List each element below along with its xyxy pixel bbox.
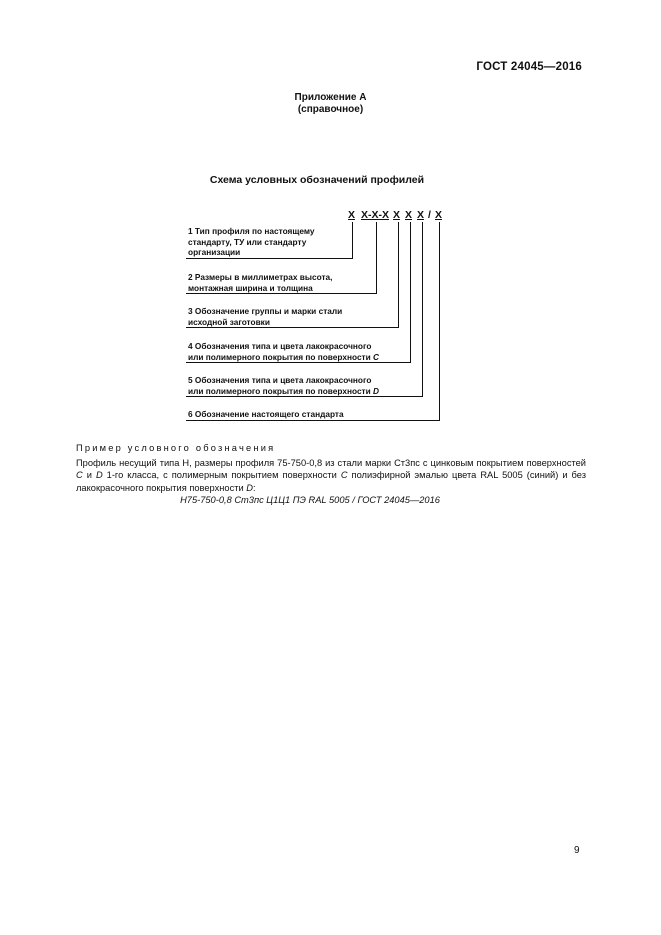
example-text-part-1: Профиль несущий типа Н, размеры профиля 75-750-0,8 из стали марки Ст3пс с цинковым покрытием поверхностей xyxy=(76,458,586,468)
code-segment-5: Х xyxy=(417,209,425,221)
scheme-item-2-line-2: монтажная ширина и толщина xyxy=(188,282,313,293)
scheme-item-5-line-1: 5 Обозначения типа и цвета лакокрасочного xyxy=(188,375,372,385)
connector-2-vertical xyxy=(376,222,377,294)
code-separator: / xyxy=(428,209,431,221)
scheme-item-5-surface-var: D xyxy=(373,385,380,396)
connector-1-vertical xyxy=(352,222,353,259)
page-number: 9 xyxy=(574,845,580,856)
connector-3-vertical xyxy=(398,222,399,328)
scheme-item-6-line-1: 6 Обозначение настоящего стандарта xyxy=(188,409,344,419)
example-heading: Пример условного обозначения xyxy=(76,443,276,453)
code-segment-3: Х xyxy=(393,209,401,221)
scheme-item-4-line-1: 4 Обозначения типа и цвета лакокрасочного xyxy=(188,341,372,351)
scheme-item-6 xyxy=(188,409,344,420)
scheme-item-1-line-1: 1 Тип профиля по настоящему xyxy=(188,226,315,236)
example-var-c2: С xyxy=(340,470,348,481)
scheme-item-4 xyxy=(188,341,379,362)
connector-5-vertical xyxy=(422,222,423,397)
example-text-part-4: полиэфирной эмалью цвета RAL 5005 (синий) и без лакокрасочного покрытия поверхности xyxy=(76,470,586,493)
appendix-subtitle: (справочное) xyxy=(297,104,364,115)
connector-6-horizontal xyxy=(186,420,440,421)
example-text-part-3: 1-го класса, с полимерным покрытием поверхности xyxy=(102,470,341,481)
scheme-item-2-line-1: 2 Размеры в миллиметрах высота, xyxy=(188,272,333,282)
scheme-item-3 xyxy=(188,306,342,327)
appendix-title: Приложение А xyxy=(294,92,367,103)
scheme-item-5-line-2-text: или полимерного покрытия по поверхности xyxy=(188,385,371,396)
scheme-item-3-line-1: 3 Обозначение группы и марки стали xyxy=(188,306,343,316)
connector-6-vertical xyxy=(439,222,440,421)
example-designation: Н75-750-0,8 Ст3пс Ц1Ц1 ПЭ RAL 5005 / ГОСТ 24045—2016 xyxy=(180,495,440,505)
scheme-item-1 xyxy=(188,226,315,258)
scheme-item-1-line-3: организации xyxy=(188,247,241,258)
scheme-item-5-line-2 xyxy=(188,386,379,397)
connector-4-vertical xyxy=(410,222,411,363)
code-segment-2: Х-Х-Х xyxy=(361,209,390,221)
example-var-d: D xyxy=(95,470,103,481)
example-var-d2: D xyxy=(246,482,253,493)
scheme-item-5 xyxy=(188,375,379,396)
scheme-item-4-line-2 xyxy=(188,352,379,363)
example-text-part-2: и xyxy=(82,470,96,481)
code-segment-1: Х xyxy=(348,209,356,221)
scheme-item-4-line-2-text: или полимерного покрытия по поверхности xyxy=(188,351,371,362)
scheme-item-4-surface-var: С xyxy=(373,351,380,362)
example-paragraph xyxy=(76,457,586,494)
connector-1-horizontal xyxy=(186,258,353,259)
scheme-title: Схема условных обозначений профилей xyxy=(209,174,425,186)
scheme-item-2 xyxy=(188,272,332,293)
appendix-heading xyxy=(0,92,661,116)
document-code: ГОСТ 24045—2016 xyxy=(476,61,582,73)
example-text-part-5: : xyxy=(252,482,256,493)
code-segment-4: Х xyxy=(405,209,413,221)
scheme-item-1-line-2: стандарту, ТУ или стандарту xyxy=(188,236,307,247)
code-segment-6: Х xyxy=(435,209,443,221)
scheme-item-3-line-2: исходной заготовки xyxy=(188,316,270,327)
example-var-c: С xyxy=(76,470,83,481)
